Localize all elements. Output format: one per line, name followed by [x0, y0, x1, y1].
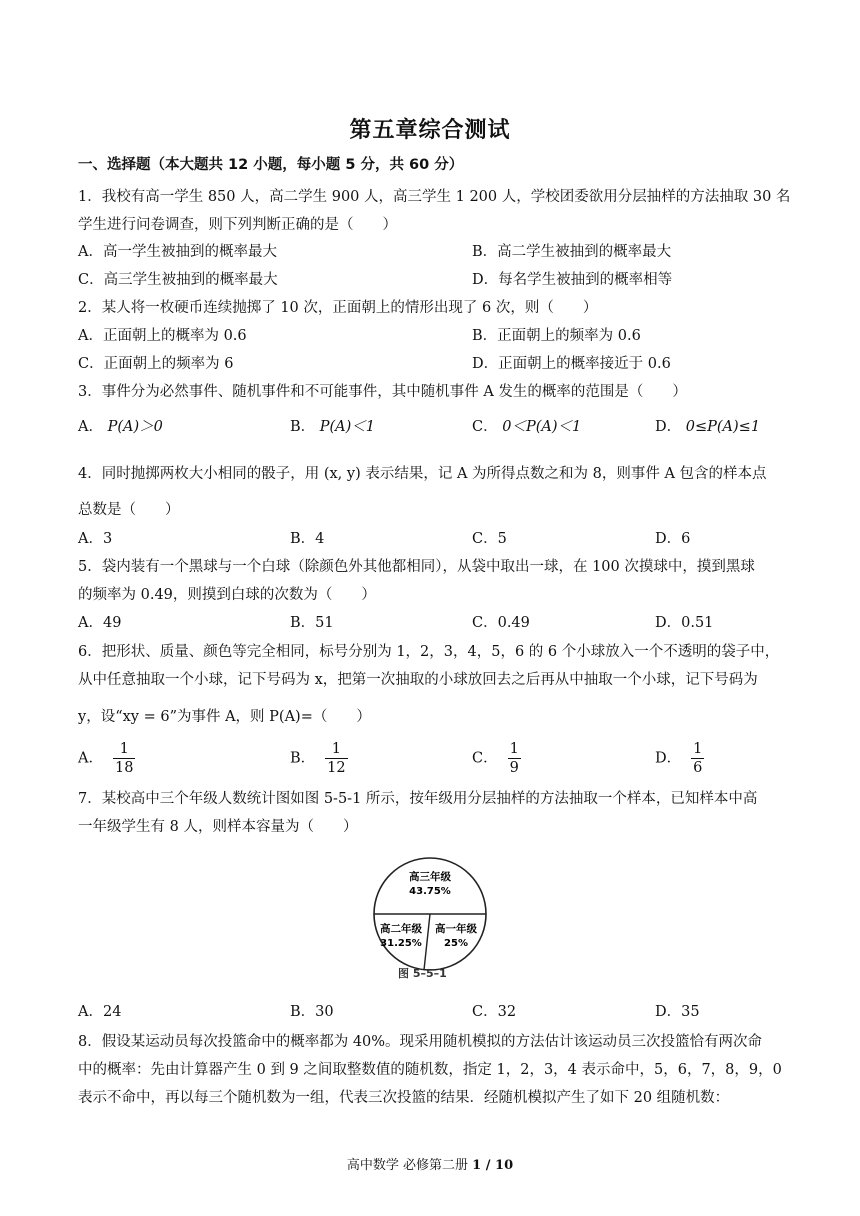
- q6-option-a-label: A．: [78, 750, 103, 767]
- q3-option-a-math: P(A)＞0: [107, 419, 163, 435]
- q6-option-c-label: C．: [472, 750, 498, 767]
- slice-label-grade1: 高一年级: [435, 923, 477, 935]
- q6-line3: y，设“xy = 6”为事件 A，则 P(A)=（ ）: [78, 709, 371, 725]
- q4-option-b: B．4: [290, 531, 325, 547]
- denominator: 12: [327, 760, 346, 776]
- q7-option-b: B．30: [290, 1004, 334, 1020]
- q3-option-b-label: B．: [290, 419, 316, 435]
- q4-line2: 总数是（ ）: [78, 502, 180, 518]
- q4-option-c: C．5: [472, 531, 507, 547]
- denominator: 9: [509, 760, 519, 776]
- q7-line1: 7．某校高中三个年级人数统计图如图 5-5-1 所示，按年级用分层抽样的方法抽取一个样本，已知样本中高: [78, 791, 758, 807]
- q5-option-c: C．0.49: [472, 615, 530, 631]
- q6-line2: 从中任意抽取一个小球，记下号码为 x，把第一次抽取的小球放回去之后再从中抽取一个小球，记下号码为: [78, 672, 758, 688]
- q6-option-a: [78, 740, 135, 777]
- q7-option-a: A．24: [78, 1004, 122, 1020]
- q8-line3: 表示不命中，再以每三个随机数为一组，代表三次投篮的结果．经随机模拟产生了如下 20 组随机数：: [78, 1090, 730, 1106]
- q1-option-a: A．高一学生被抽到的概率最大: [78, 244, 277, 260]
- figure-caption: 图 5–5–1: [398, 967, 447, 980]
- footer-text: 高中数学 必修第二册: [346, 1158, 469, 1173]
- q2-line1: 2．某人将一枚硬币连续抛掷了 10 次，正面朝上的情形出现了 6 次，则（ ）: [78, 300, 598, 316]
- pie-chart-figure: [368, 852, 492, 976]
- q3-option-d: [655, 415, 760, 436]
- q3-option-b-math: P(A)＜1: [319, 419, 376, 435]
- numerator: 1: [693, 741, 703, 757]
- q3-option-c-label: C．: [472, 419, 498, 435]
- q3-option-d-label: D．: [655, 419, 682, 435]
- numerator: 1: [325, 740, 347, 759]
- q4-option-d: D．6: [655, 531, 691, 547]
- q5-option-d: D．0.51: [655, 615, 714, 631]
- q3-option-c-math: 0＜P(A)＜1: [502, 419, 582, 435]
- page-footer: [0, 1154, 860, 1173]
- page-number: 1 / 10: [472, 1158, 514, 1173]
- q6-option-c-fraction: [508, 740, 521, 777]
- q6-option-d-label: D．: [655, 750, 682, 767]
- q5-option-b: B．51: [290, 615, 334, 631]
- slice-pct-grade2: 31.25%: [380, 938, 422, 949]
- q2-option-d: D．正面朝上的概率接近于 0.6: [472, 356, 671, 372]
- q3-option-d-math: 0≤P(A)≤1: [685, 419, 761, 435]
- q2-option-a: A．正面朝上的概率为 0.6: [78, 328, 247, 344]
- denominator: 6: [693, 760, 703, 776]
- q1-line2: 学生进行问卷调查，则下列判断正确的是（ ）: [78, 217, 397, 233]
- q7-line2: 一年级学生有 8 人，则样本容量为（ ）: [78, 819, 358, 835]
- q1-option-d: D．每名学生被抽到的概率相等: [472, 272, 673, 288]
- q3-option-a: [78, 415, 163, 436]
- q6-option-d-fraction: [691, 740, 704, 777]
- q6-option-d: [655, 740, 704, 777]
- q6-option-b-fraction: [325, 740, 347, 777]
- q6-option-c: [472, 740, 521, 777]
- q7-option-c: C．32: [472, 1004, 517, 1020]
- q6-option-b: [290, 740, 348, 777]
- slice-pct-grade1: 25%: [444, 938, 468, 949]
- q8-line1: 8．假设某运动员每次投篮命中的概率都为 40%。现采用随机模拟的方法估计该运动员三次投篮恰有两次命: [78, 1034, 763, 1050]
- q6-line1: 6．把形状、质量、颜色等完全相同，标号分别为 1，2，3，4，5，6 的 6 个小球放入一个不透明的袋子中，: [78, 644, 780, 660]
- q4-option-a: A．3: [78, 531, 113, 547]
- q5-option-a: A．49: [78, 615, 122, 631]
- q4-line1: 4．同时抛掷两枚大小相同的骰子，用 (x, y) 表示结果，记 A 为所得点数之和为 8，则事件 A 包含的样本点: [78, 466, 767, 482]
- q1-option-c: C．高三学生被抽到的概率最大: [78, 272, 278, 288]
- q5-line2: 的频率为 0.49，则摸到白球的次数为（ ）: [78, 587, 376, 603]
- q2-option-c: C．正面朝上的频率为 6: [78, 356, 234, 372]
- q3-option-c: [472, 415, 581, 436]
- section-heading: 一、选择题（本大题共 12 小题，每小题 5 分，共 60 分）: [78, 157, 464, 173]
- q8-line2: 中的概率：先由计算器产生 0 到 9 之间取整数值的随机数，指定 1，2，3，4 表示命中，5，6，7，8，9，0: [78, 1062, 782, 1078]
- q6-option-b-label: B．: [290, 750, 316, 767]
- q2-option-b: B．正面朝上的频率为 0.6: [472, 328, 641, 344]
- slice-label-grade3: 高三年级: [409, 871, 451, 883]
- q6-option-a-fraction: [113, 740, 135, 777]
- numerator: 1: [509, 741, 519, 757]
- q5-line1: 5．袋内装有一个黑球与一个白球（除颜色外其他都相同），从袋中取出一球，在 100 次摸球中，摸到黑球: [78, 559, 755, 575]
- q3-line1: 3．事件分为必然事件、随机事件和不可能事件，其中随机事件 A 发生的概率的范围是（ ）: [78, 384, 687, 400]
- q3-option-a-label: A．: [78, 419, 103, 435]
- q1-line1: 1．我校有高一学生 850 人，高二学生 900 人，高三学生 1 200 人，学校团委欲用分层抽样的方法抽取 30 名: [78, 189, 791, 205]
- q7-option-d: D．35: [655, 1004, 700, 1020]
- slice-pct-grade3: 43.75%: [409, 886, 451, 897]
- q3-option-b: [290, 415, 375, 436]
- denominator: 18: [114, 760, 134, 776]
- page-title: 第五章综合测试: [349, 118, 511, 143]
- q1-option-b: B．高二学生被抽到的概率最大: [472, 244, 672, 260]
- numerator: 1: [113, 740, 135, 759]
- slice-label-grade2: 高二年级: [380, 923, 422, 935]
